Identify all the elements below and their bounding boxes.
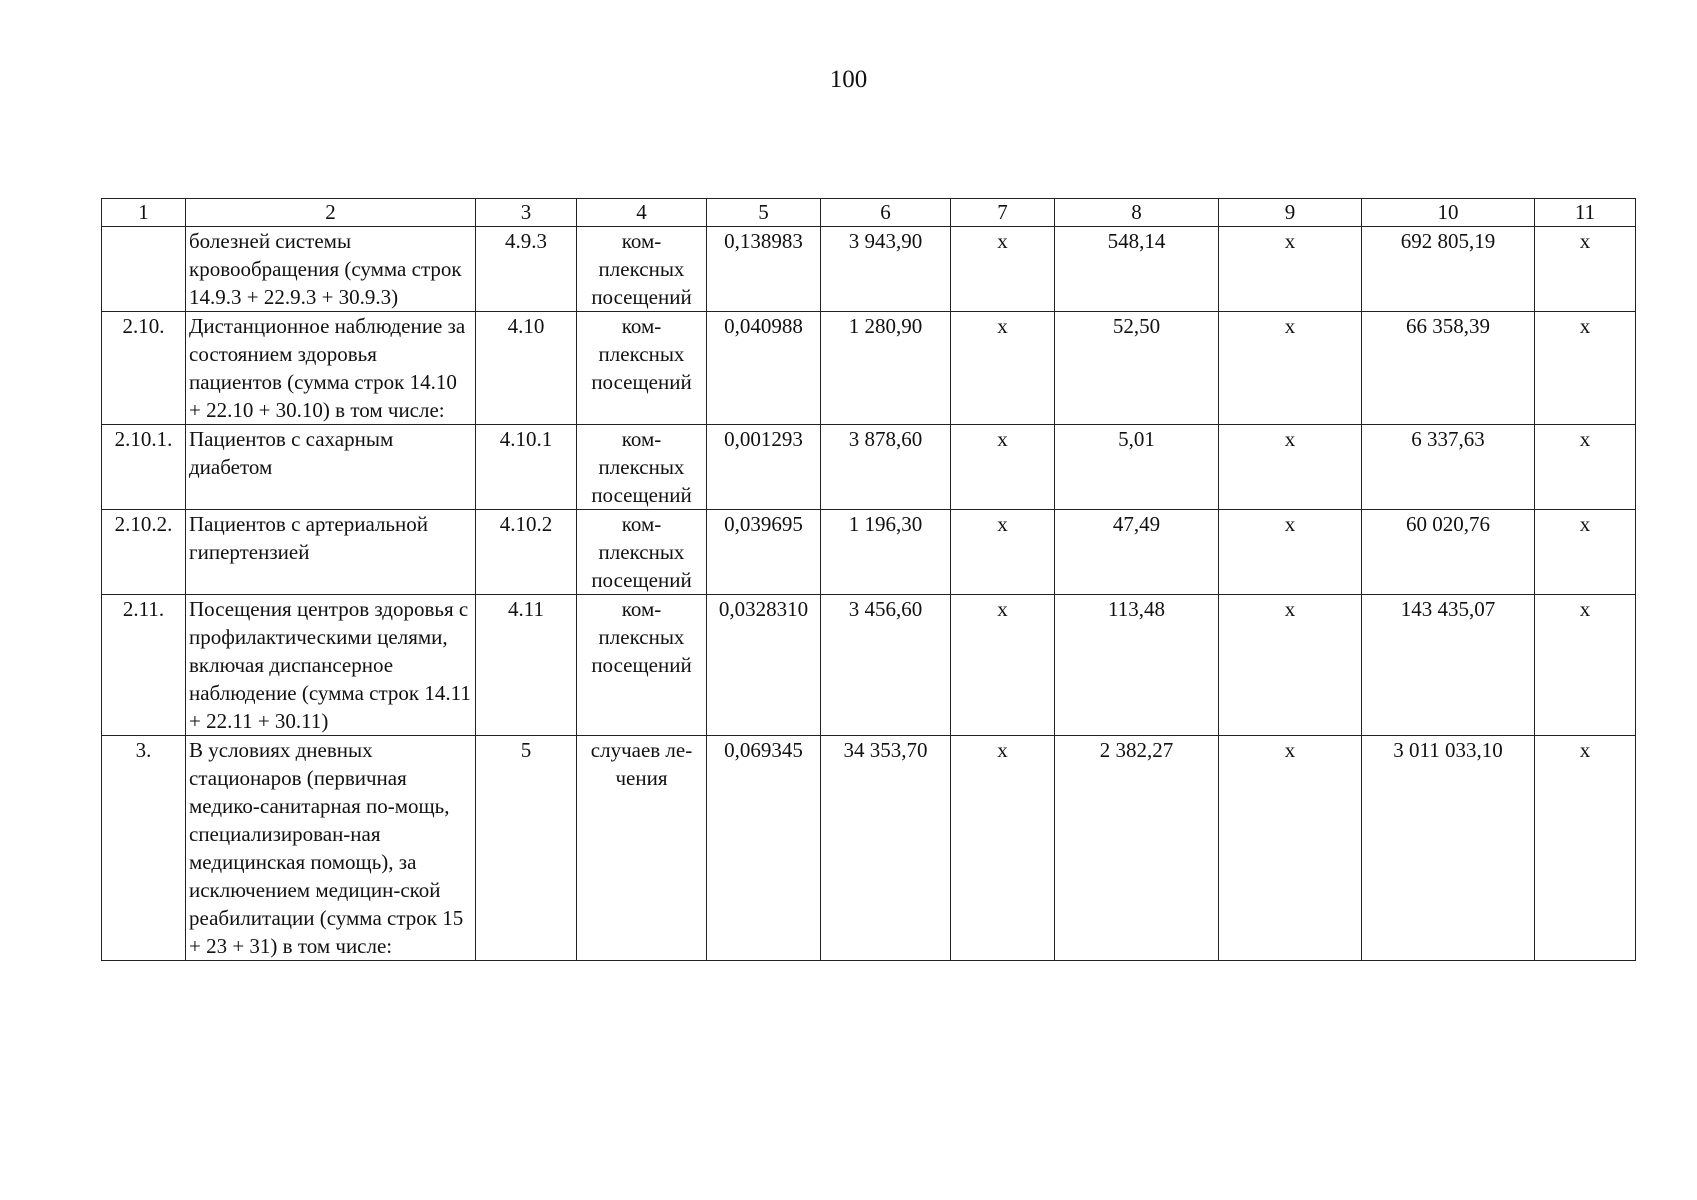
table-row xyxy=(102,510,1636,595)
row-number xyxy=(102,227,186,312)
row-col-7: x xyxy=(951,312,1055,425)
table-row xyxy=(102,425,1636,510)
row-col-9: x xyxy=(1219,312,1362,425)
row-col-11: x xyxy=(1535,425,1636,510)
row-col-10: 3 011 033,10 xyxy=(1362,736,1535,961)
row-name: В условиях дневных стационаров (первичная медико-санитарная по-мощь, специализирован-ная медицинская помощь), за исключением медицин-ской реабилитации (сумма строк 15 + 23 + 31) в том числе: xyxy=(186,736,476,961)
row-unit: ком-плексных посещений xyxy=(577,312,707,425)
row-col-11: x xyxy=(1535,736,1636,961)
row-col-5: 0,040988 xyxy=(707,312,821,425)
row-col-8: 5,01 xyxy=(1055,425,1219,510)
header-cell: 9 xyxy=(1219,199,1362,227)
row-col-6: 1 196,30 xyxy=(821,510,951,595)
row-col-6: 34 353,70 xyxy=(821,736,951,961)
data-table xyxy=(101,198,1636,961)
header-cell: 11 xyxy=(1535,199,1636,227)
header-cell: 3 xyxy=(476,199,577,227)
header-cell: 10 xyxy=(1362,199,1535,227)
table-row xyxy=(102,227,1636,312)
row-col-7: x xyxy=(951,595,1055,736)
row-col-5: 0,039695 xyxy=(707,510,821,595)
row-col-8: 52,50 xyxy=(1055,312,1219,425)
row-code: 4.10.1 xyxy=(476,425,577,510)
row-col-5: 0,138983 xyxy=(707,227,821,312)
row-col-5: 0,0328310 xyxy=(707,595,821,736)
row-name: болезней системы кровообращения (сумма строк 14.9.3 + 22.9.3 + 30.9.3) xyxy=(186,227,476,312)
header-cell: 2 xyxy=(186,199,476,227)
row-col-10: 692 805,19 xyxy=(1362,227,1535,312)
row-col-11: x xyxy=(1535,312,1636,425)
row-col-10: 60 020,76 xyxy=(1362,510,1535,595)
row-col-8: 47,49 xyxy=(1055,510,1219,595)
row-name: Пациентов с сахарным диабетом xyxy=(186,425,476,510)
row-name: Дистанционное наблюдение за состоянием здоровья пациентов (сумма строк 14.10 + 22.10 + 30.10) в том числе: xyxy=(186,312,476,425)
header-cell: 5 xyxy=(707,199,821,227)
row-code: 4.10.2 xyxy=(476,510,577,595)
header-row xyxy=(102,199,1636,227)
table-row xyxy=(102,312,1636,425)
row-col-8: 2 382,27 xyxy=(1055,736,1219,961)
header-cell: 4 xyxy=(577,199,707,227)
row-col-10: 143 435,07 xyxy=(1362,595,1535,736)
header-cell: 1 xyxy=(102,199,186,227)
row-number: 3. xyxy=(102,736,186,961)
row-code: 4.11 xyxy=(476,595,577,736)
row-col-6: 3 943,90 xyxy=(821,227,951,312)
row-col-9: x xyxy=(1219,595,1362,736)
row-code: 4.9.3 xyxy=(476,227,577,312)
table-row xyxy=(102,595,1636,736)
row-unit: случаев ле-чения xyxy=(577,736,707,961)
row-unit: ком-плексных посещений xyxy=(577,510,707,595)
row-col-6: 3 456,60 xyxy=(821,595,951,736)
header-cell: 7 xyxy=(951,199,1055,227)
header-cell: 6 xyxy=(821,199,951,227)
row-col-7: x xyxy=(951,227,1055,312)
row-unit: ком-плексных посещений xyxy=(577,595,707,736)
row-col-7: x xyxy=(951,510,1055,595)
row-col-10: 6 337,63 xyxy=(1362,425,1535,510)
row-col-11: x xyxy=(1535,227,1636,312)
row-col-9: x xyxy=(1219,736,1362,961)
row-number: 2.11. xyxy=(102,595,186,736)
page-number: 100 xyxy=(829,66,868,93)
row-col-10: 66 358,39 xyxy=(1362,312,1535,425)
row-code: 5 xyxy=(476,736,577,961)
row-col-6: 1 280,90 xyxy=(821,312,951,425)
row-number: 2.10.2. xyxy=(102,510,186,595)
header-cell: 8 xyxy=(1055,199,1219,227)
row-col-11: x xyxy=(1535,510,1636,595)
row-col-9: x xyxy=(1219,425,1362,510)
row-code: 4.10 xyxy=(476,312,577,425)
row-number: 2.10.1. xyxy=(102,425,186,510)
row-col-7: x xyxy=(951,736,1055,961)
row-name: Пациентов с артериальной гипертензией xyxy=(186,510,476,595)
row-col-7: x xyxy=(951,425,1055,510)
row-col-6: 3 878,60 xyxy=(821,425,951,510)
row-col-5: 0,069345 xyxy=(707,736,821,961)
row-col-8: 113,48 xyxy=(1055,595,1219,736)
row-number: 2.10. xyxy=(102,312,186,425)
row-unit: ком-плексных посещений xyxy=(577,425,707,510)
row-col-11: x xyxy=(1535,595,1636,736)
row-col-8: 548,14 xyxy=(1055,227,1219,312)
row-unit: ком-плексных посещений xyxy=(577,227,707,312)
row-col-5: 0,001293 xyxy=(707,425,821,510)
row-col-9: x xyxy=(1219,227,1362,312)
row-name: Посещения центров здоровья с профилактическими целями, включая диспансерное наблюдение (сумма строк 14.11 + 22.11 + 30.11) xyxy=(186,595,476,736)
row-col-9: x xyxy=(1219,510,1362,595)
table-row xyxy=(102,736,1636,961)
